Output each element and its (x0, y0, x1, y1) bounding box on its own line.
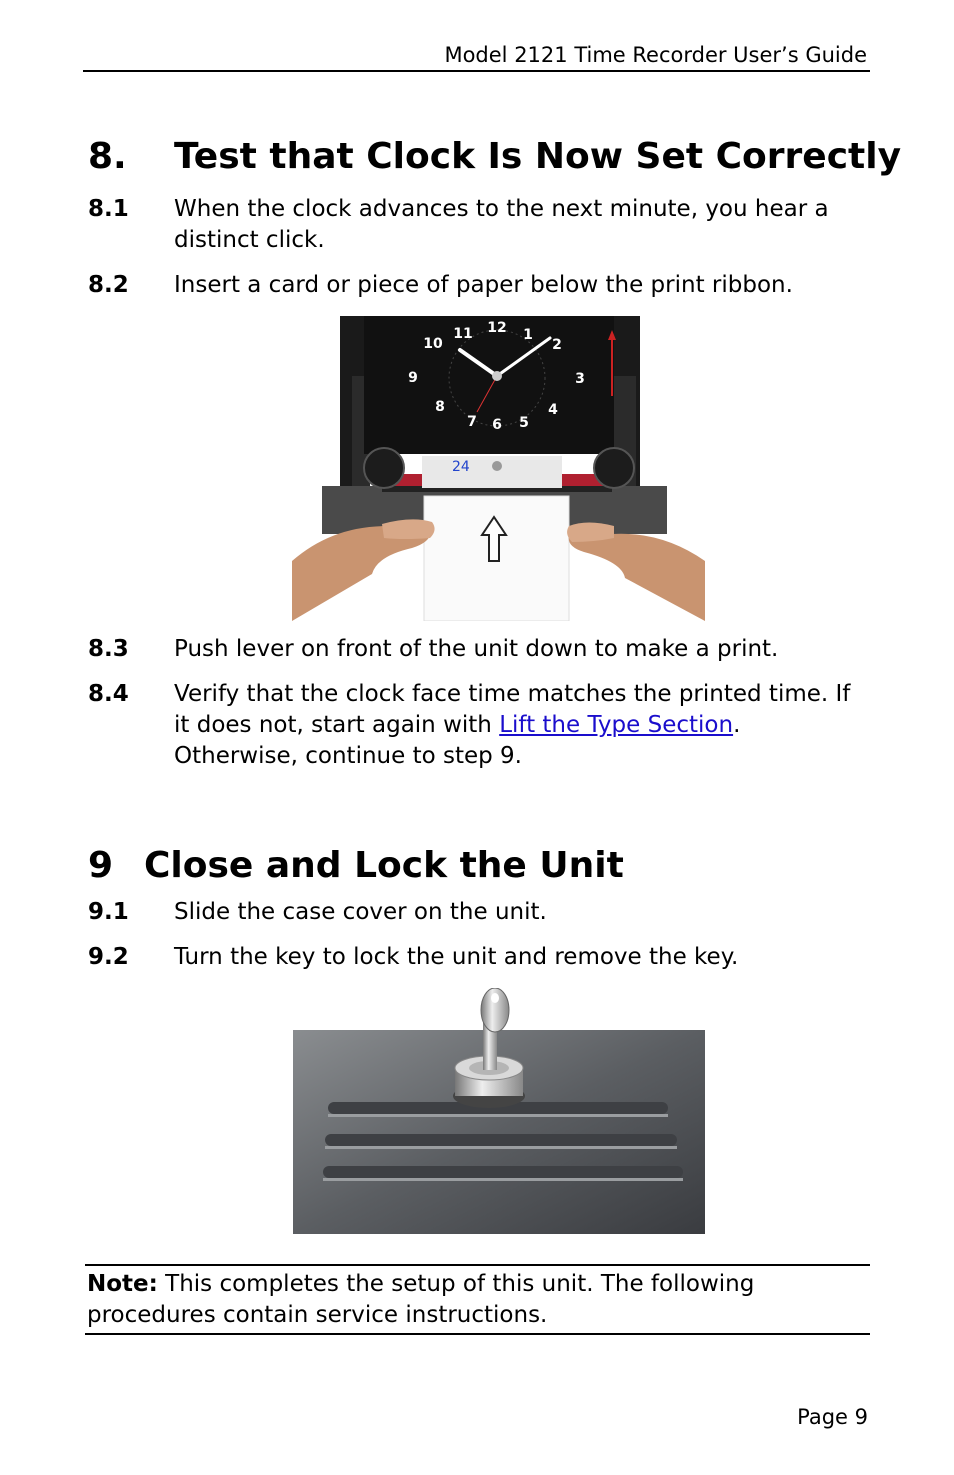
clock-numeral: 7 (467, 414, 477, 430)
clock-numeral: 11 (453, 326, 473, 342)
clock-card-illustration (292, 316, 705, 621)
section-8-number: 8. (88, 136, 127, 177)
note-box (85, 1264, 870, 1335)
step-text-part: Verify that the clock face time matches the printed time. If it does not, start again with (174, 681, 851, 738)
step-number: 9.1 (88, 899, 129, 925)
note-label: Note: (87, 1271, 158, 1297)
clock-numeral: 1 (523, 327, 533, 343)
section-9-number: 9 (88, 845, 114, 886)
section-8-heading (88, 135, 901, 179)
section-9-title: Close and Lock the Unit (144, 845, 624, 886)
step-number: 8.4 (88, 681, 129, 707)
step-8-4 (88, 679, 870, 772)
section-9-heading (88, 844, 624, 888)
step-8-3 (88, 634, 870, 665)
lift-type-section-link[interactable]: Lift the Type Section (499, 712, 734, 738)
clock-numeral: 2 (552, 337, 562, 353)
step-text: Insert a card or piece of paper below the print ribbon. (174, 272, 793, 298)
clock-numeral: 4 (548, 402, 558, 418)
page-header (83, 40, 870, 72)
key-lock-illustration (293, 988, 705, 1234)
step-text: Push lever on front of the unit down to make a print. (174, 636, 779, 662)
clock-numeral: 5 (519, 415, 529, 431)
header-title: Model 2121 Time Recorder User’s Guide (444, 43, 867, 67)
key-lock-photo (293, 988, 705, 1234)
step-number: 8.2 (88, 272, 129, 298)
step-text (174, 679, 870, 772)
clock-numeral: 9 (408, 370, 418, 386)
step-9-2 (88, 942, 870, 973)
section-8-title: Test that Clock Is Now Set Correctly (174, 136, 902, 177)
step-text: Turn the key to lock the unit and remove the key. (174, 944, 739, 970)
step-8-1 (88, 194, 870, 256)
step-8-2 (88, 270, 870, 301)
clock-hand-label: 24 (452, 459, 470, 475)
note-text: This completes the setup of this unit. The following procedures contain service instructions. (87, 1271, 755, 1328)
step-text: Slide the case cover on the unit. (174, 899, 547, 925)
clock-numeral: 10 (423, 336, 443, 352)
step-number: 9.2 (88, 944, 129, 970)
clock-numeral: 12 (487, 320, 507, 336)
step-9-1 (88, 897, 870, 928)
step-number: 8.1 (88, 196, 129, 222)
step-number: 8.3 (88, 636, 129, 662)
clock-numeral: 6 (492, 417, 502, 433)
clock-numeral: 8 (435, 399, 445, 415)
clock-card-photo (292, 316, 705, 621)
clock-numeral: 3 (575, 371, 585, 387)
step-text-part: . Otherwise, continue to step 9. (174, 712, 741, 769)
page-number: Page 9 (797, 1405, 868, 1429)
step-text: When the clock advances to the next minute, you hear a distinct click. (174, 196, 829, 253)
